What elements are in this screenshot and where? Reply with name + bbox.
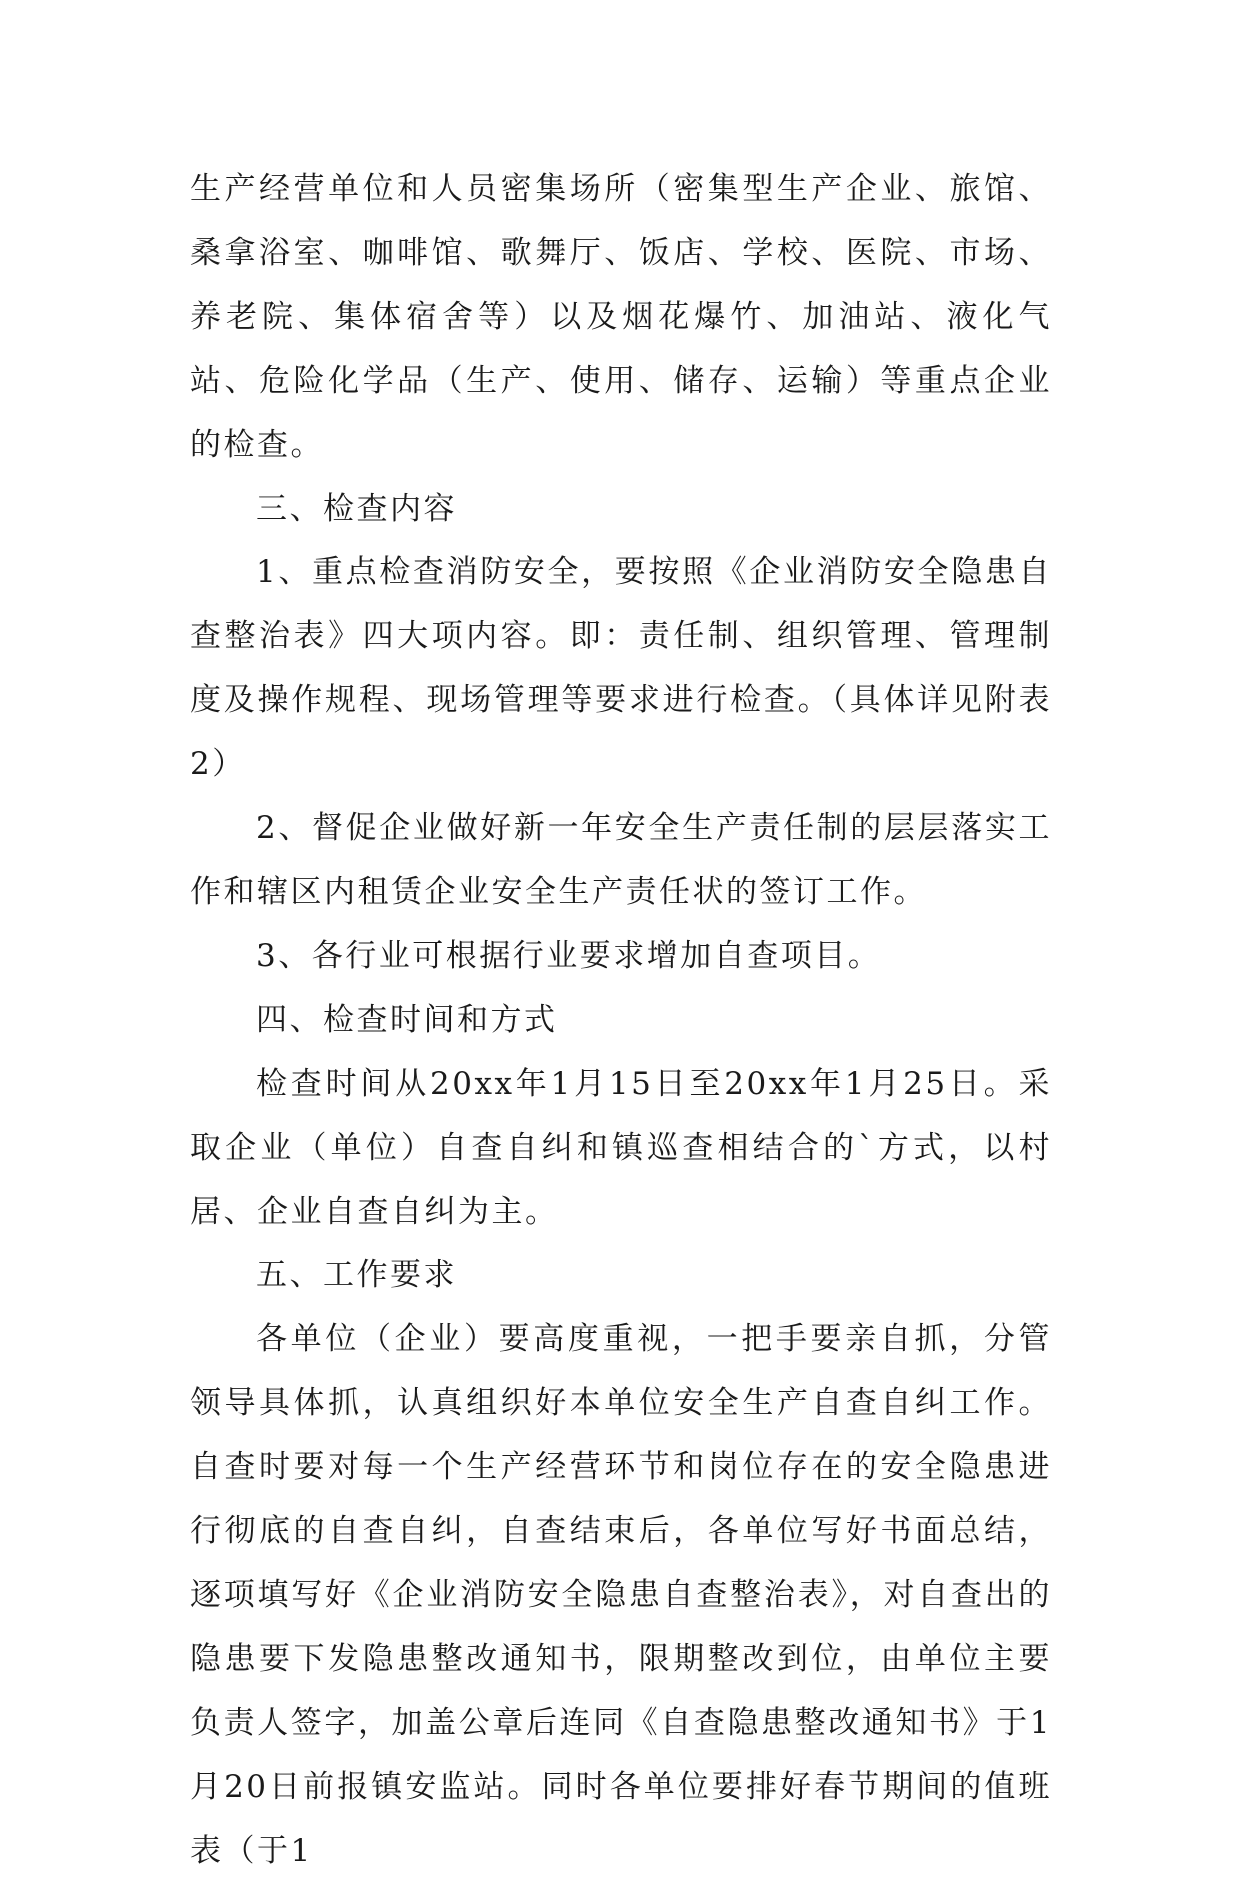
paragraph-item-3-self-check: 3、各行业可根据行业要求增加自查项目。 (256, 937, 882, 974)
paragraph-item-1-fire-safety: 1、重点检查消防安全，要按照《企业消防安全隐患自查整治表》四大项内容。即：责任制、组织管理、管理制度及操作规程、现场管理等要求进行检查。（具体详见附表2） (190, 554, 1052, 783)
paragraph-inspection-scope: 生产经营单位和人员密集场所（密集型生产企业、旅馆、桑拿浴室、咖啡馆、歌舞厅、饭店、学校、医院、市场、养老院、集体宿舍等）以及烟花爆竹、加油站、液化气站、危险化学品（生产、使用、储存、运输）等重点企业的检查。 (190, 171, 1052, 463)
paragraph-work-requirements: 各单位（企业）要高度重视，一把手要亲自抓，分管领导具体抓，认真组织好本单位安全生产自查自纠工作。自查时要对每一个生产经营环节和岗位存在的安全隐患进行彻底的自查自纠，自查结束后，各单位写好书面总结，逐项填写好《企业消防安全隐患自查整治表》，对自查出的隐患要下发隐患整改通知书，限期整改到位，由单位主要负责人签字，加盖公章后连同《自查隐患整改通知书》于1月20日前报镇安监站。同时各单位要排好春节期间的值班表（于1 (190, 1321, 1052, 1869)
heading-inspection-time-method: 四、检查时间和方式 (256, 1001, 558, 1038)
document-body (190, 158, 1052, 1883)
heading-work-requirements: 五、工作要求 (256, 1257, 457, 1294)
heading-inspection-content: 三、检查内容 (256, 490, 457, 527)
paragraph-item-2-responsibility: 2、督促企业做好新一年安全生产责任制的层层落实工作和辖区内租赁企业安全生产责任状的签订工作。 (190, 810, 1052, 910)
paragraph-inspection-time: 检查时间从20xx年1月15日至20xx年1月25日。采取企业（单位）自查自纠和镇巡查相结合的`方式，以村居、企业自查自纠为主。 (190, 1065, 1052, 1230)
